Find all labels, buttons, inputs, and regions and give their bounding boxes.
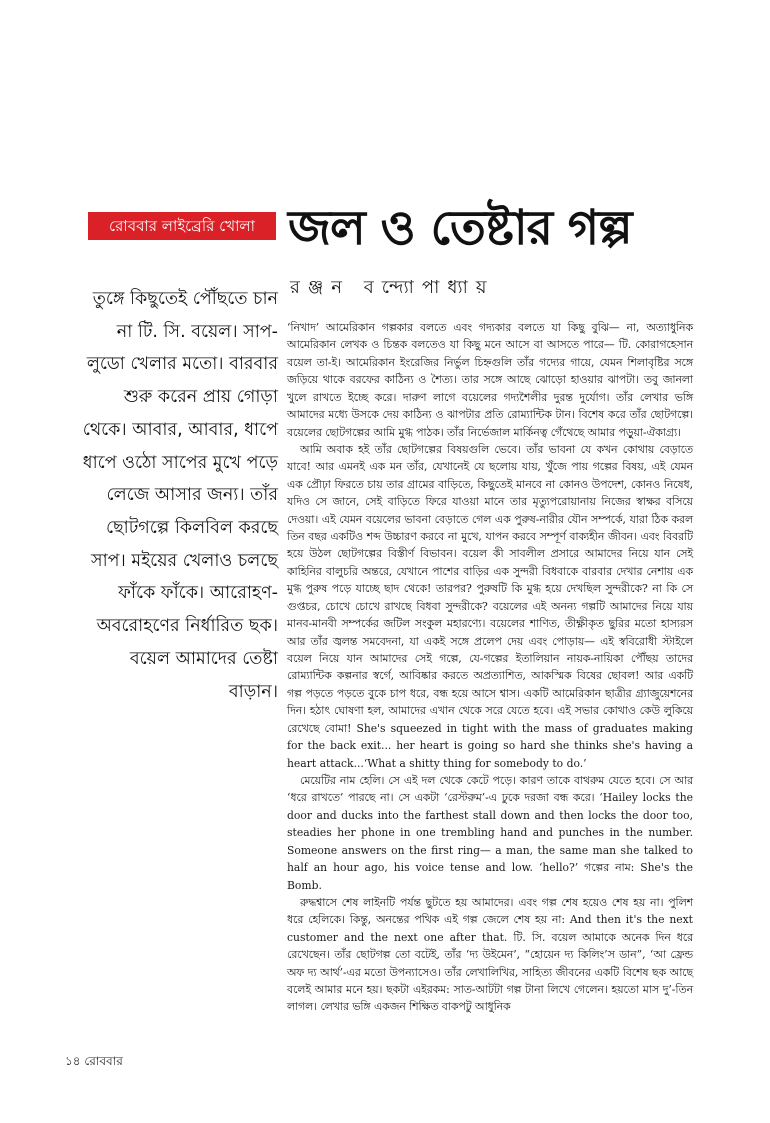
section-tag: রোববার লাইব্রেরি খোলা	[88, 212, 276, 240]
article-body	[287, 319, 693, 1016]
page-footer	[65, 1053, 123, 1073]
pull-quote: তুঙ্গে কিছুতেই পৌঁছতে চান না টি. সি. বয়েল। সাপ-লুডো খেলার মতো। বারবার শুরু করেন প্রায় গোড়া থেকে। আবার, আবার, ধাপে ধাপে ওঠো সাপের মুখে পড়ে লেজে আসার জন্য। তাঁর ছোটগল্পে কিলবিল করছে সাপ। মইয়ের খেলাও চলছে ফাঁকে ফাঁকে। আরোহণ-অবরোহণের নির্ধারিত ছক। বয়েল আমাদের তেষ্টা বাড়ান।	[82, 289, 278, 702]
magazine-name: রোববার	[84, 1054, 123, 1068]
body-paragraph: আমি অবাক হই তাঁর ছোটগল্পের বিষয়গুলি ভেবে। তাঁর ভাবনা যে কখন কোথায় বেড়াতে যাবে! আর এমনই এক মন তাঁর, যেখানেই যে ছলোয় যায়, খুঁজে পায় গল্পের বিষয়, এই যেমন এক প্রৌঢ়া ফিরতে চায় তার গ্রামের বাড়িতে, কিছুতেই মানবে না কোনও উপদেশ, কোনও নিষেধ, যদিও সে জানে, সেই বাড়িতে ফিরে যাওয়া মানে তার মৃত্যুপরোয়ানায় নিজের স্বাক্ষর বসিয়ে দেওয়া। এই যেমন বয়েলের ভাবনা বেড়াতে গেল এক পুরুষ-নারীর যৌন সম্পর্কে, যারা ঠিক করল তিন বছর একটিও শব্দ উচ্চারণ করবে না মুখে, যাপন করবে সম্পূর্ণ বাক্যহীন জীবন। এবং বিবরটি হয়ে উঠল ছোটগল্পের বিস্তীর্ণ বিভাবন। বয়েল কী সাবলীল প্রসারে আমাদের নিয়ে যান সেই কাহিনির বালুচরি অন্তরে, যেখানে পাশের বাড়ির এক সুন্দরী বিধবাকে বারবার দেখার নেশায় এক মুগ্ধ পুরুষ পড়ে যাচ্ছে ছাদ থেকে! তারপর? পুরুষটি কি মুগ্ধ হয়ে দেখছিল সুন্দরীকে? না কি সে গুপ্তচর, চোখে চোখে রাখছে বিধবা সুন্দরীকে? বয়েলের এই অনন্য গল্পটি আমাদের নিয়ে যায় মানব-মানবী সম্পর্কের জটিল সংকুল মহারণ্যে। বয়েলের শাণিত, তীক্ষ্ণীকৃত ছুরির মতো হাস্যরস আর তাঁর জ্বলন্ত সমবেদনা, যা একই সঙ্গে প্রলেপ দেয় এবং পোড়ায়— এই স্ববিরোধী স্টাইলে বয়েল নিয়ে যান আমাদের সেই গল্পে, যে-গল্পের ইতালিয়ান নায়ক-নায়িকা পৌঁছয় তাদের রোম্যান্টিক কল্পনার স্বর্গে, আবিষ্কার করতে অপ্রত্যাশিত, আকস্মিক বিষের ছোবল! আর একটি গল্প পড়তে পড়তে বুকে চাপ ধরে, বন্ধ হয়ে আসে শ্বাস। একটি আমেরিকান ছাত্রীর গ্র্যাজুয়েশনের দিন। হঠাৎ ঘোষণা হল, আমাদের এখান থেকে সরে যেতে হবে। এই সভার কোথাও কেউ লুকিয়ে রেখেছে বোমা! She's squeezed in tight with the mass of graduates making for the back exit... her heart is going so hard she thinks she's having a heart attack...‘What a shitty thing for somebody to do.’	[287, 442, 693, 770]
author-byline: রঞ্জন বন্দ্যোপাধ্যায়	[290, 277, 495, 298]
body-paragraph: ‘নিখাদ’ আমেরিকান গল্পকার বলতে এবং গদ্যকার বলতে যা কিছু বুঝি— না, অত্যাধুনিক আমেরিকান লেখক ও চিন্তক বলতেও যা কিছু মনে আসে বা আসতে পারে— টি. কোরাগহেসান বয়েল তা-ই। আমেরিকান ইংরেজির নির্ভুল চিহ্নগুলি তাঁর গদ্যের গায়ে, যেমন শিলাবৃষ্টির সঙ্গে জড়িয়ে থাকে বরফের কাঠিন্য ও শৈত্য। তার সঙ্গে আছে ঝোড়ো হাওয়ার ঝাপটা। তবু জানলা খুলে রাখতে ইচ্ছে করে। দারুণ লাগে বয়েলের গদ্যশৈলীর দুরন্ত দুর্যোগ। তাঁর লেখার ভঙ্গি আমাদের মধ্যে উসকে দেয় কাঠিন্য ও ঝাপটার প্রতি রোম্যান্টিক টান। বিশেষ করে তাঁর ছোটগল্পে। বয়েলের ছোটগল্পের আমি মুগ্ধ পাঠক। তাঁর নির্ভেজাল মার্কিনত্ব গেঁথেছে আমার পড়ুয়া-ঐকাগ্র্য।	[287, 321, 693, 439]
body-paragraph: মেয়েটির নাম হেলি। সে এই দল থেকে কেটে পড়ে। কারণ তাকে বাথরুম যেতে হবে। সে আর ‘ধরে রাখতে’ পারছে না। সে একটা ‘রেস্টরুম’-এ ঢুকে দরজা বন্ধ করে। ‘Hailey locks the door and ducks into the farthest stall down and then locks the door too, steadies her phone in one trembling hand and punches in the number. Someone answers on the first ring— a man, the same man she talked to half an hour ago, his voice tense and low. ‘hello?’ গল্পের নাম: She's the Bomb.	[287, 773, 693, 892]
body-paragraph: রুদ্ধশ্বাসে শেষ লাইনটি পর্যন্ত ছুটতে হয় আমাদের। এবং গল্প শেষ হয়েও শেষ হয় না। পুলিশ ধরে হেলিকে। কিন্তু, অনন্তের পথিক এই গল্প জেলে শেষ হয় না: And then it's the next customer and the next one after that. টি. সি. বয়েল আমাকে অনেক দিন ধরে রেখেছেন। তাঁর ছোটগল্প তো বটেই, তাঁর ‘দ্য উইমেন’, “হোয়েন দ্য কিলিং’স ডান”, ‘আ ফ্রেন্ড অফ দ্য আর্থ’-এর মতো উপন্যাসেও। তাঁর লেখালিখির, সাহিত্য জীবনের একটি বিশেষ ছক আছে বলেই আমার মনে হয়। ছকটা এইরকম: সাত-আটটা গল্প টানা লিখে গেলেন। হয়তো মাস দু’-তিন লাগল। লেখার ভঙ্গি একজন শিক্ষিত বাকপটু আধুনিক	[287, 895, 693, 1014]
article-title: জল ও তেষ্টার গল্প	[288, 200, 632, 256]
page-number: ১৪	[65, 1054, 81, 1068]
